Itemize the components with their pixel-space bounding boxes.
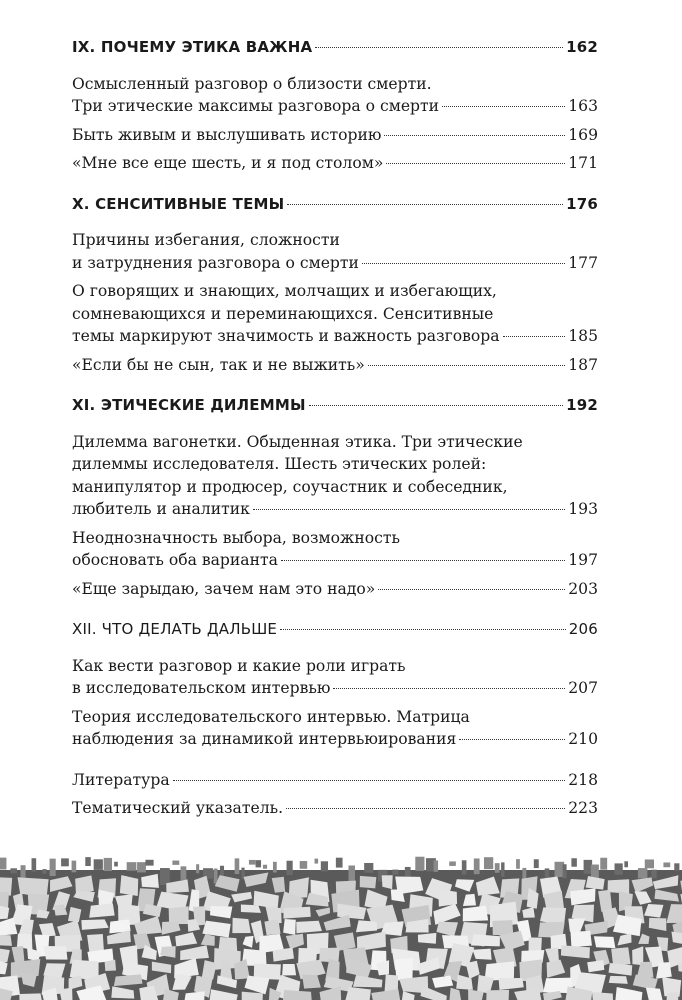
dot-leader — [362, 263, 565, 264]
toc-entry[interactable] — [72, 706, 598, 751]
toc-entry-index[interactable] — [72, 797, 598, 820]
dot-leader — [253, 509, 565, 510]
chapter-title: XI. ЭТИЧЕСКИЕ ДИЛЕММЫ — [72, 396, 306, 414]
toc-entry[interactable] — [72, 124, 598, 147]
toc-entry[interactable] — [72, 152, 598, 175]
entry-line: «Если бы не сын, так и не выжить» — [72, 355, 365, 374]
page-number: 193 — [568, 500, 598, 518]
entry-line: манипулятор и продюсер, соучастник и собеседник, — [72, 477, 508, 496]
entry-line: любитель и аналитик — [72, 500, 250, 518]
dot-leader — [503, 336, 566, 337]
toc-section-xi — [72, 394, 598, 600]
entry-line: О говорящих и знающих, молчащих и избегающих, — [72, 282, 497, 300]
page-number: 163 — [568, 97, 598, 115]
page-number: 206 — [568, 620, 598, 638]
page-number: 203 — [568, 579, 598, 598]
chapter-title: IX. ПОЧЕМУ ЭТИКА ВАЖНА — [72, 38, 313, 56]
page-number: 185 — [568, 327, 598, 345]
toc-section-ix — [72, 36, 598, 175]
entry-line: «Еще зарыдаю, зачем нам это надо» — [72, 579, 376, 598]
page-number: 169 — [568, 125, 598, 144]
toc-entry[interactable] — [72, 655, 598, 700]
dot-leader — [442, 106, 565, 107]
dot-leader — [384, 135, 565, 136]
toc-entry[interactable] — [72, 578, 598, 601]
page-number: 218 — [568, 770, 598, 789]
entry-line: Причины избегания, сложности — [72, 231, 340, 249]
dot-leader — [386, 163, 565, 164]
dot-leader — [286, 808, 565, 809]
toc-entry[interactable] — [72, 431, 598, 521]
entry-line: Теория исследовательского интервью. Матрица — [72, 707, 470, 726]
page-number: 162 — [566, 38, 598, 56]
entry-line: в исследовательском интервью — [72, 679, 331, 697]
table-of-contents — [72, 36, 598, 826]
entry-line: сомневающихся и переминающихся. Сенситивные — [72, 304, 494, 323]
decorative-mosaic-border — [0, 850, 682, 1000]
toc-entry-bibliography[interactable] — [72, 769, 598, 792]
dot-leader — [309, 405, 563, 406]
dot-leader — [173, 780, 566, 781]
page-number: 192 — [566, 396, 598, 414]
entry-line: Неоднозначность выбора, возможность — [72, 528, 401, 547]
entry-line: дилеммы исследователя. Шесть этических ролей: — [72, 455, 487, 473]
dot-leader — [287, 204, 563, 205]
chapter-heading[interactable] — [72, 36, 598, 59]
entry-line: наблюдения за динамикой интервьюирования — [72, 730, 457, 748]
dot-leader — [315, 47, 563, 48]
toc-entry[interactable] — [72, 229, 598, 274]
entry-line: Литература — [72, 770, 170, 789]
page-number: 210 — [568, 730, 598, 748]
entry-line: Тематический указатель. — [72, 799, 284, 817]
chapter-heading[interactable] — [72, 394, 598, 417]
toc-entry[interactable] — [72, 73, 598, 118]
toc-section-xii — [72, 618, 598, 751]
chapter-heading[interactable] — [72, 618, 598, 641]
dot-leader — [281, 560, 565, 561]
page-number: 187 — [568, 355, 598, 374]
dot-leader — [280, 629, 566, 630]
entry-line: и затруднения разговора о смерти — [72, 253, 359, 272]
chapter-title: X. СЕНСИТИВНЫЕ ТЕМЫ — [72, 194, 285, 213]
entry-line: Как вести разговор и какие роли играть — [72, 656, 406, 675]
dot-leader — [459, 739, 565, 740]
toc-entry[interactable] — [72, 354, 598, 377]
entry-line: Осмысленный разговор о близости смерти. — [72, 74, 432, 93]
entry-line: Дилемма вагонетки. Обыденная этика. Три этические — [72, 432, 523, 451]
chapter-title: XII. ЧТО ДЕЛАТЬ ДАЛЬШЕ — [72, 620, 278, 638]
page-number: 197 — [568, 551, 598, 569]
entry-line: Быть живым и выслушивать историю — [72, 125, 382, 144]
page-number: 177 — [568, 253, 598, 272]
entry-line: темы маркируют значимость и важность разговора — [72, 327, 500, 345]
toc-section-x — [72, 193, 598, 377]
page-number: 176 — [566, 194, 598, 213]
toc-back-matter — [72, 769, 598, 820]
page-number: 207 — [568, 679, 598, 697]
entry-line: «Мне все еще шесть, и я под столом» — [72, 154, 384, 172]
dot-leader — [378, 589, 565, 590]
chapter-heading[interactable] — [72, 193, 598, 216]
dot-leader — [333, 688, 565, 689]
entry-line: обосновать оба варианта — [72, 551, 278, 569]
page-number: 223 — [568, 799, 598, 817]
page-number: 171 — [568, 154, 598, 172]
toc-entry[interactable] — [72, 280, 598, 348]
toc-entry[interactable] — [72, 527, 598, 572]
entry-line: Три этические максимы разговора о смерти — [72, 97, 440, 115]
dot-leader — [368, 365, 565, 366]
